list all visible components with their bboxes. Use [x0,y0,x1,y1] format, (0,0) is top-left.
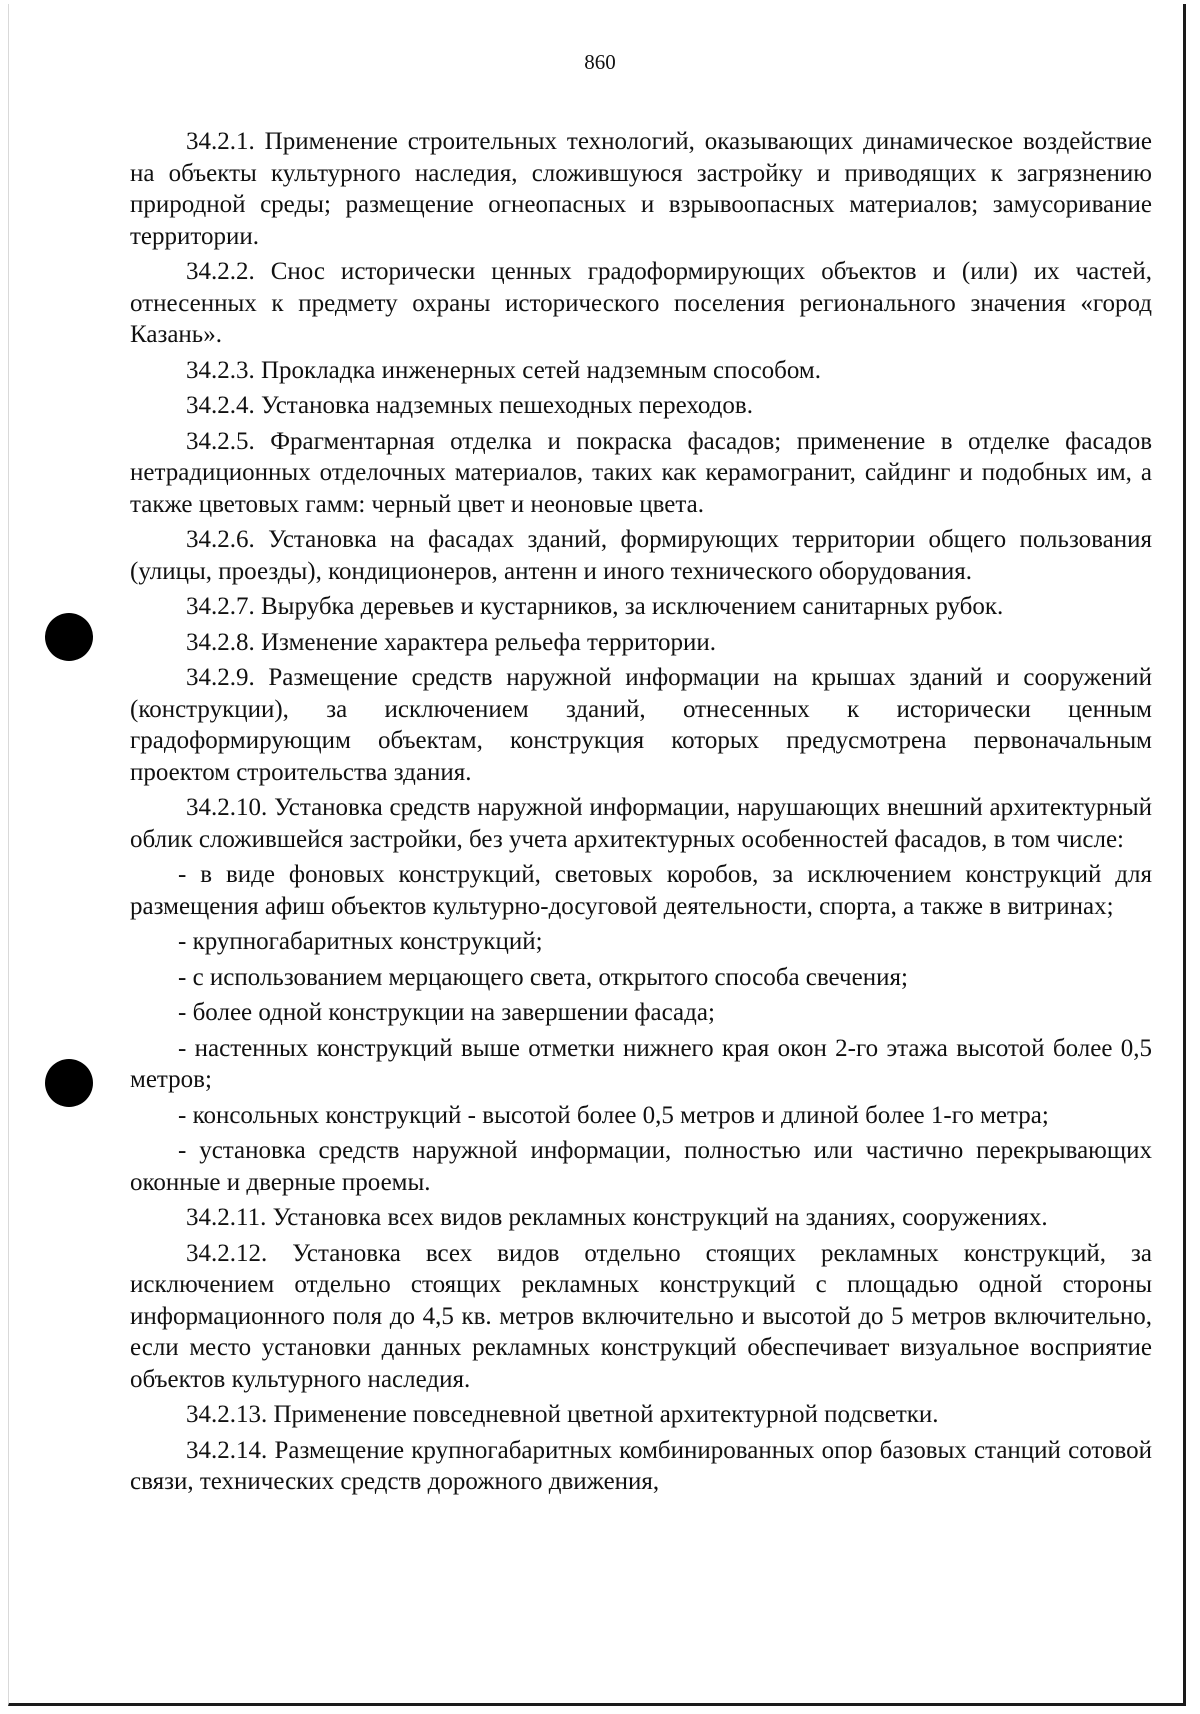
list-item-background-constructions: - в виде фоновых конструкций, световых коробов, за исключением конструкций для размещения афиш объектов культурно-досуговой деятельности, спорта, а также в витринах; [130,861,1152,920]
paragraph-34-2-14: 34.2.14. Размещение крупногабаритных комбинированных опор базовых станций сотовой связи, технических средств дорожного движения, [130,1436,1152,1495]
list-item-window-overlap: - установка средств наружной информации, полностью или частично перекрывающих оконные и дверные проемы. [130,1137,1152,1196]
paragraph-34-2-1: 34.2.1. Применение строительных технологий, оказывающих динамическое воздействие на объекты культурного наследия, сложившуюся застройку и приводящих к загрязнению природной среды; размещение огнеопасных и взрывоопасных материалов; замусоривание территории. [130,128,1152,250]
list-item-wall-constructions: - настенных конструкций выше отметки нижнего края окон 2-го этажа высотой более 0,5 метров; [130,1034,1152,1093]
list-item-flickering-light: - с использованием мерцающего света, открытого способа свечения; [178,963,908,991]
document-body [130,126,1152,1498]
paragraph-34-2-2: 34.2.2. Снос исторически ценных градоформирующих объектов и (или) их частей, отнесенных к предмету охраны исторического поселения регионального значения «город Казань». [130,258,1152,348]
page-number: 860 [584,50,616,74]
paragraph-34-2-7: 34.2.7. Вырубка деревьев и кустарников, за исключением санитарных рубок. [186,593,1004,620]
list-item-large-constructions: - крупногабаритных конструкций; [178,928,543,955]
paragraph-34-2-8: 34.2.8. Изменение характера рельефа территории. [186,628,717,656]
list-item-console-constructions: - консольных конструкций - высотой более 0,5 метров и длиной более 1-го метра; [178,1101,1049,1129]
paragraph-34-2-4: 34.2.4. Установка надземных пешеходных переходов. [186,392,753,419]
list-item-facade-completion: - более одной конструкции на завершении фасада; [178,999,715,1026]
paragraph-34-2-13: 34.2.13. Применение повседневной цветной архитектурной подсветки. [186,1401,939,1428]
paragraph-34-2-3: 34.2.3. Прокладка инженерных сетей надземным способом. [186,356,821,384]
paragraph-34-2-10: 34.2.10. Установка средств наружной информации, нарушающих внешний архитектурный облик сложившейся застройки, без учета архитектурных особенностей фасадов, в том числе: [130,794,1152,853]
paragraph-34-2-11: 34.2.11. Установка всех видов рекламных конструкций на зданиях, сооружениях. [186,1204,1048,1231]
paragraph-34-2-5: 34.2.5. Фрагментарная отделка и покраска фасадов; применение в отделке фасадов нетрадиционных отделочных материалов, таких как керамогранит, сайдинг и подобных им, а также цветовых гамм: черный цвет и неоновые цвета. [130,427,1152,518]
punch-hole-bottom [45,1059,93,1107]
punch-hole-top [45,613,93,661]
paragraph-34-2-12: 34.2.12. Установка всех видов отдельно стоящих рекламных конструкций, за исключением отдельно стоящих рекламных конструкций с площадью одной стороны информационного поля до 4,5 кв. метров включительно и высотой до 5 метров включительно, если место установки данных рекламных конструкций обеспечивает визуальное восприятие объектов культурного наследия. [130,1239,1152,1393]
paragraph-34-2-6: 34.2.6. Установка на фасадах зданий, формирующих территории общего пользования (улицы, проезды), кондиционеров, антенн и иного технического оборудования. [130,526,1152,585]
paragraph-34-2-9: 34.2.9. Размещение средств наружной информации на крышах зданий и сооружений (конструкции), за исключением зданий, отнесенных к исторически ценным градоформирующим объектам, конструкция которых предусмотрена первоначальным проектом строительства здания. [130,664,1152,786]
